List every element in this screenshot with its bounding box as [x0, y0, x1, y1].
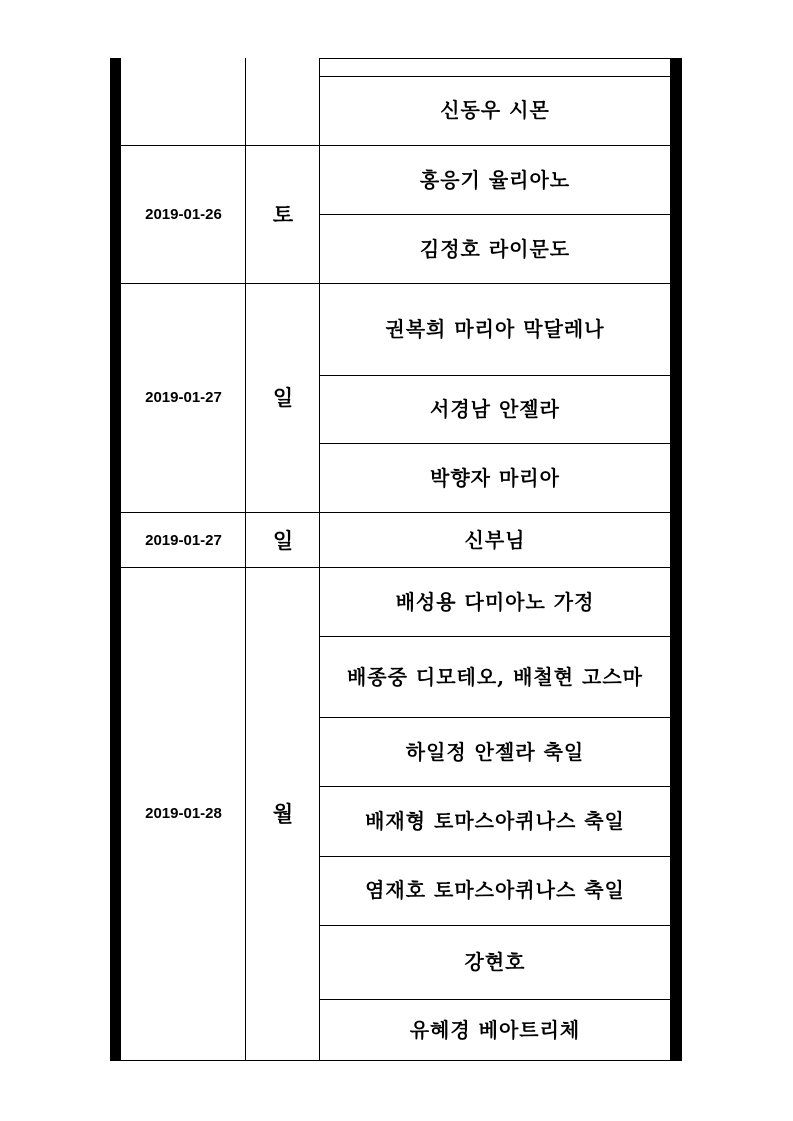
- name-cell: 염재호 토마스아퀴나스 축일: [365, 878, 625, 902]
- name-cell: 박향자 마리아: [430, 466, 560, 490]
- right-border: [670, 58, 682, 1061]
- group-divider: [121, 512, 670, 513]
- row-divider: [320, 58, 670, 59]
- name-cell: 서경남 안젤라: [430, 397, 560, 421]
- weekday-cell: 일: [272, 386, 294, 410]
- name-cell: 강현호: [464, 950, 526, 974]
- row-divider: [320, 717, 670, 718]
- name-cell: 배재형 토마스아퀴나스 축일: [365, 809, 625, 833]
- row-divider: [320, 786, 670, 787]
- date-cell: 2019-01-26: [145, 206, 222, 223]
- group-divider: [121, 283, 670, 284]
- group-divider: [121, 145, 670, 146]
- name-cell: 배종중 디모테오, 배철현 고스마: [346, 665, 643, 689]
- name-cell: 하일정 안젤라 축일: [405, 740, 585, 764]
- row-divider: [320, 214, 670, 215]
- row-divider: [320, 443, 670, 444]
- row-divider: [320, 636, 670, 637]
- name-cell: 신동우 시몬: [440, 98, 550, 122]
- row-divider: [320, 76, 670, 77]
- group-divider: [121, 567, 670, 568]
- name-cell: 배성용 다미아노 가정: [395, 590, 595, 614]
- row-divider: [320, 856, 670, 857]
- row-divider: [320, 925, 670, 926]
- name-cell: 유혜경 베아트리체: [409, 1018, 581, 1042]
- name-cell: 신부님: [464, 528, 526, 552]
- row-divider: [320, 999, 670, 1000]
- date-cell: 2019-01-28: [145, 805, 222, 822]
- left-border: [110, 58, 121, 1061]
- table-bottom-border: [110, 1060, 682, 1061]
- row-divider: [320, 375, 670, 376]
- name-cell: 김정호 라이문도: [419, 237, 571, 261]
- weekday-cell: 토: [272, 203, 294, 227]
- date-cell: 2019-01-27: [145, 532, 222, 549]
- name-cell: 홍응기 율리아노: [419, 168, 571, 192]
- weekday-cell: 일: [272, 529, 294, 553]
- date-cell: 2019-01-27: [145, 389, 222, 406]
- weekday-cell: 월: [272, 802, 294, 826]
- name-cell: 권복희 마리아 막달레나: [385, 317, 605, 341]
